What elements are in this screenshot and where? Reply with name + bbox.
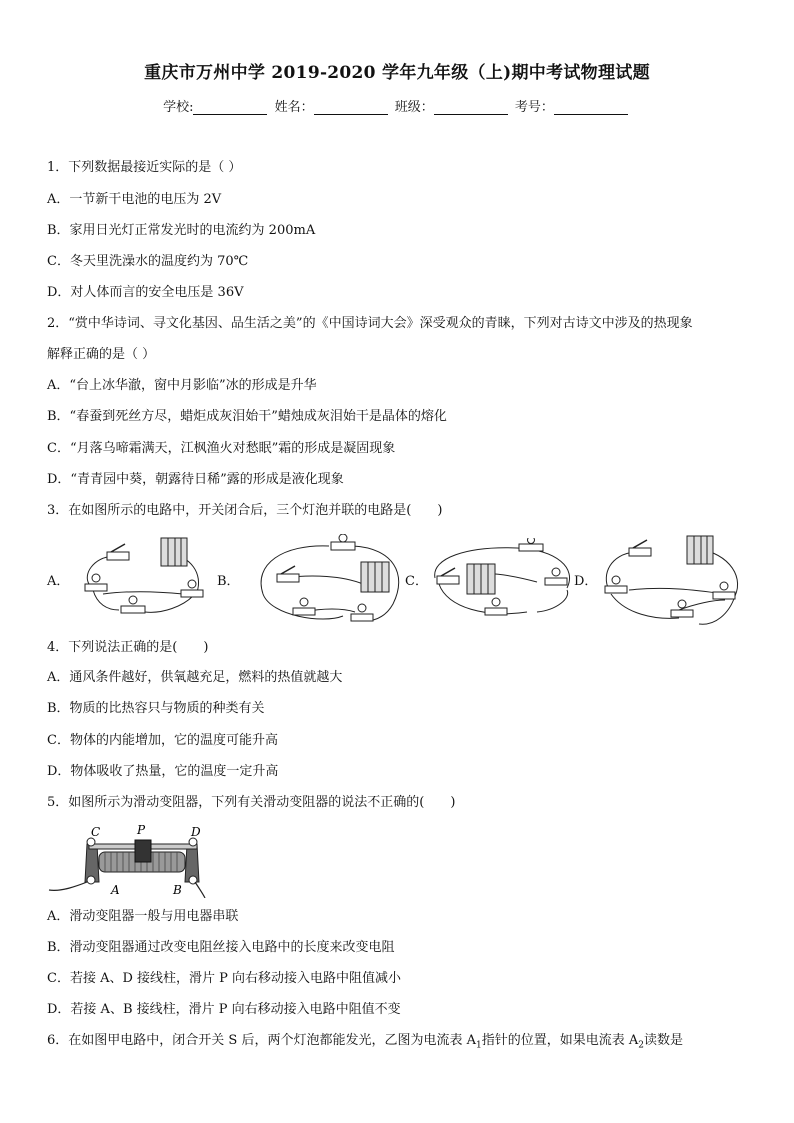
rheostat-letter-b: B xyxy=(173,883,182,897)
school-label: 学校: xyxy=(163,100,194,115)
q3-stem: 3．在如图所示的电路中，开关闭合后，三个灯泡并联的电路是( ) xyxy=(47,503,443,518)
q3-label-b: B． xyxy=(217,574,240,589)
q4-option-c: C．物体的内能增加，它的温度可能升高 xyxy=(47,733,278,748)
circuit-diagram-a xyxy=(73,534,223,624)
q6-stem-part2: 指针的位置，如果电流表 A xyxy=(481,1033,639,1048)
number-blank[interactable] xyxy=(554,100,628,115)
q4-option-d: D．物体吸收了热量，它的温度一定升高 xyxy=(47,764,279,779)
q6-a2-subscript: 2 xyxy=(638,1040,644,1051)
q5-option-d: D．若接 A、B 接线柱，滑片 P 向右移动接入电路中阻值不变 xyxy=(47,1002,401,1017)
q6-stem-part1: 6．在如图甲电路中，闭合开关 S 后，两个灯泡都能发光，乙图为电流表 A xyxy=(47,1033,476,1048)
q6-stem xyxy=(47,1033,747,1054)
exam-title: 重庆市万州中学 2019-2020 学年九年级（上)期中考试物理试题 xyxy=(144,63,650,83)
q2-option-d: D．“青青园中葵，朝露待日稀”露的形成是液化现象 xyxy=(47,472,344,487)
q2-stem-line2: 解释正确的是（ ） xyxy=(47,347,156,362)
sliding-rheostat-figure xyxy=(47,822,217,898)
q4-option-b: B．物质的比热容只与物质的种类有关 xyxy=(47,701,265,716)
class-label: 班级： xyxy=(394,100,434,115)
q6-stem-part3: 读数是 xyxy=(643,1033,683,1048)
number-label: 考号： xyxy=(514,100,554,115)
name-blank[interactable] xyxy=(314,100,388,115)
rheostat-letter-p: P xyxy=(137,823,146,837)
q3-label-c: C． xyxy=(405,574,428,589)
q5-stem: 5．如图所示为滑动变阻器，下列有关滑动变阻器的说法不正确的( ) xyxy=(47,795,456,810)
circuit-diagram-d xyxy=(595,534,747,630)
q3-figures xyxy=(47,534,747,630)
rheostat-letter-a: A xyxy=(111,883,120,897)
q4-stem: 4．下列说法正确的是( ) xyxy=(47,640,209,655)
rheostat-letter-c: C xyxy=(91,825,101,839)
q2-option-a: A．“台上冰华澈，窗中月影临”冰的形成是升华 xyxy=(47,378,317,393)
q1-option-d: D．对人体而言的安全电压是 36V xyxy=(47,285,244,300)
circuit-diagram-c xyxy=(427,538,577,624)
q5-option-a: A．滑动变阻器一般与用电器串联 xyxy=(47,909,239,924)
q2-option-b: B．“春蚕到死丝方尽，蜡炬成灰泪始干”蜡烛成灰泪始干是晶体的熔化 xyxy=(47,409,447,424)
q1-option-b: B．家用日光灯正常发光时的电流约为 200mA xyxy=(47,223,316,238)
q5-option-c: C．若接 A、D 接线柱，滑片 P 向右移动接入电路中阻值减小 xyxy=(47,971,402,986)
q5-option-b: B．滑动变阻器通过改变电阻丝接入电路中的长度来改变电阻 xyxy=(47,940,395,955)
q1-option-a: A．一节新干电池的电压为 2V xyxy=(47,192,222,207)
circuit-diagram-b xyxy=(243,534,409,630)
rheostat-letter-d: D xyxy=(191,825,201,839)
q1-stem: 1．下列数据最接近实际的是（ ） xyxy=(47,160,242,175)
q3-label-d: D． xyxy=(574,574,598,589)
school-blank[interactable] xyxy=(193,100,267,115)
student-info-line xyxy=(0,96,794,115)
q3-label-a: A． xyxy=(47,574,70,589)
q1-option-c: C．冬天里洗澡水的温度约为 70℃ xyxy=(47,254,249,269)
name-label: 姓名： xyxy=(274,100,314,115)
q6-a1-subscript: 1 xyxy=(475,1040,482,1051)
class-blank[interactable] xyxy=(434,100,508,115)
q2-option-c: C．“月落乌啼霜满天，江枫渔火对愁眠”霜的形成是凝固现象 xyxy=(47,441,396,456)
q4-option-a: A．通风条件越好，供氧越充足，燃料的热值就越大 xyxy=(47,670,343,685)
q2-stem-line1: 2．“赏中华诗词、寻文化基因、品生活之美”的《中国诗词大会》深受观众的青睐，下列对古诗文中涉及的热现象 xyxy=(47,316,693,331)
